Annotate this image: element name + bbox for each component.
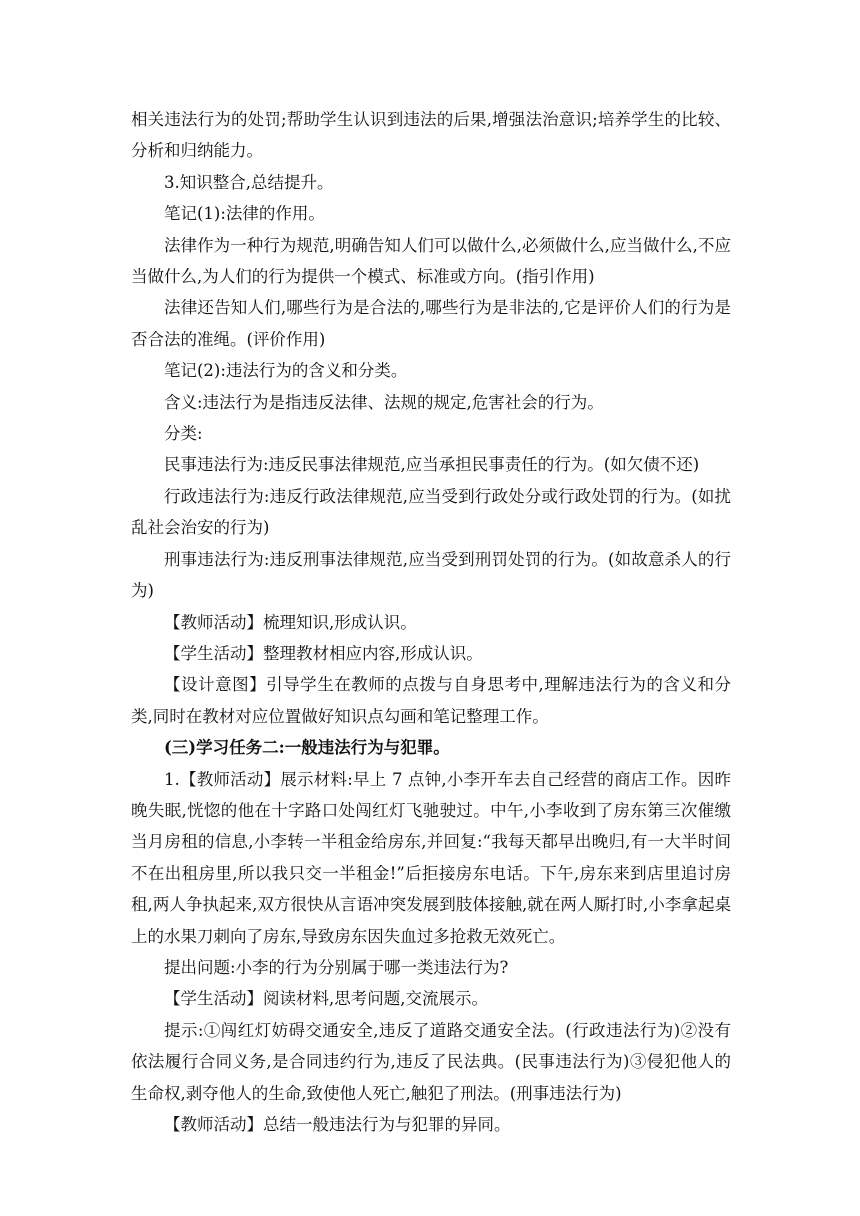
paragraph-17: 【学生活动】阅读材料,思考问题,交流展示。 [164, 989, 488, 1009]
paragraph-8: 民事违法行为:违反民事法律规范,应当承担民事责任的行为。(如欠债不还) [164, 455, 700, 475]
paragraph-18: 提示:①闯红灯妨碍交通安全,违反了道路交通安全法。(行政违法行为)②没有依法履行合同义务,是合同违约行为,违反了民法典。(民事违法行为)③侵犯他人的生命权,剥夺他人的生命,致使他人死亡,触犯了刑法。(刑事违法行为) [131, 1020, 731, 1103]
paragraph-3: 法律作为一种行为规范,明确告知人们可以做什么,必须做什么,应当做什么,不应当做什么,为人们的行为提供一个模式、标准或方向。(指引作用) [131, 235, 731, 287]
teacher-activity: 【教师活动】梳理知识,形成认识。 [164, 612, 417, 632]
paragraph-15: 1.【教师活动】展示材料:早上 7 点钟,小李开车去自己经营的商店工作。因昨晚失眠,恍惚的他在十字路口处闯红灯飞驰驶过。中午,小李收到了房东第三次催缴当月房租的信息,小李转一半租金给房东,并回复:“我每天都早出晚归,有一大半时间不在出租房里,所以我只交一半租金!”后拒接房东电话。下午,房东来到店里追讨房租,两人争执起来,双方很快从言语冲突发展到肢体接触,就在两人厮打时,小李拿起桌上的水果刀刺向了房东,导致房东因失血过多抢救无效死亡。 [131, 769, 731, 946]
paragraph-0: 相关违法行为的处罚;帮助学生认识到违法的后果,增强法治意识;培养学生的比较、分析和归纳能力。 [131, 110, 731, 161]
paragraph-19: 【教师活动】总结一般违法行为与犯罪的异同。 [164, 1115, 511, 1134]
note-1-heading: 笔记(1):法律的作用。 [164, 204, 325, 224]
paragraph-6: 含义:违法行为是指违反法律、法规的规定,危害社会的行为。 [164, 392, 604, 412]
design-intent: 【设计意图】引导学生在教师的点拨与自身思考中,理解违法行为的含义和分类,同时在教材对应位置做好知识点勾画和笔记整理工作。 [131, 675, 731, 726]
paragraph-4: 法律还告知人们,哪些行为是合法的,哪些行为是非法的,它是评价人们的行为是否合法的准绳。(评价作用) [131, 298, 731, 349]
student-activity: 【学生活动】整理教材相应内容,形成认识。 [164, 643, 483, 663]
paragraph-7: 分类: [164, 424, 203, 444]
note-2-heading: 笔记(2):违法行为的含义和分类。 [164, 361, 408, 381]
paragraph-1: 3.知识整合,总结提升。 [164, 172, 334, 192]
section-heading: (三)学习任务二:一般违法行为与犯罪。 [164, 738, 450, 758]
paragraph-10: 刑事违法行为:违反刑事法律规范,应当受到刑罚处罚的行为。(如故意杀人的行为) [131, 549, 731, 601]
document-body [131, 104, 731, 1140]
paragraph-9: 行政违法行为:违反行政法律规范,应当受到行政处分或行政处罚的行为。(如扰乱社会治安的行为) [131, 486, 731, 538]
paragraph-16: 提出问题:小李的行为分别属于哪一类违法行为? [164, 957, 509, 977]
